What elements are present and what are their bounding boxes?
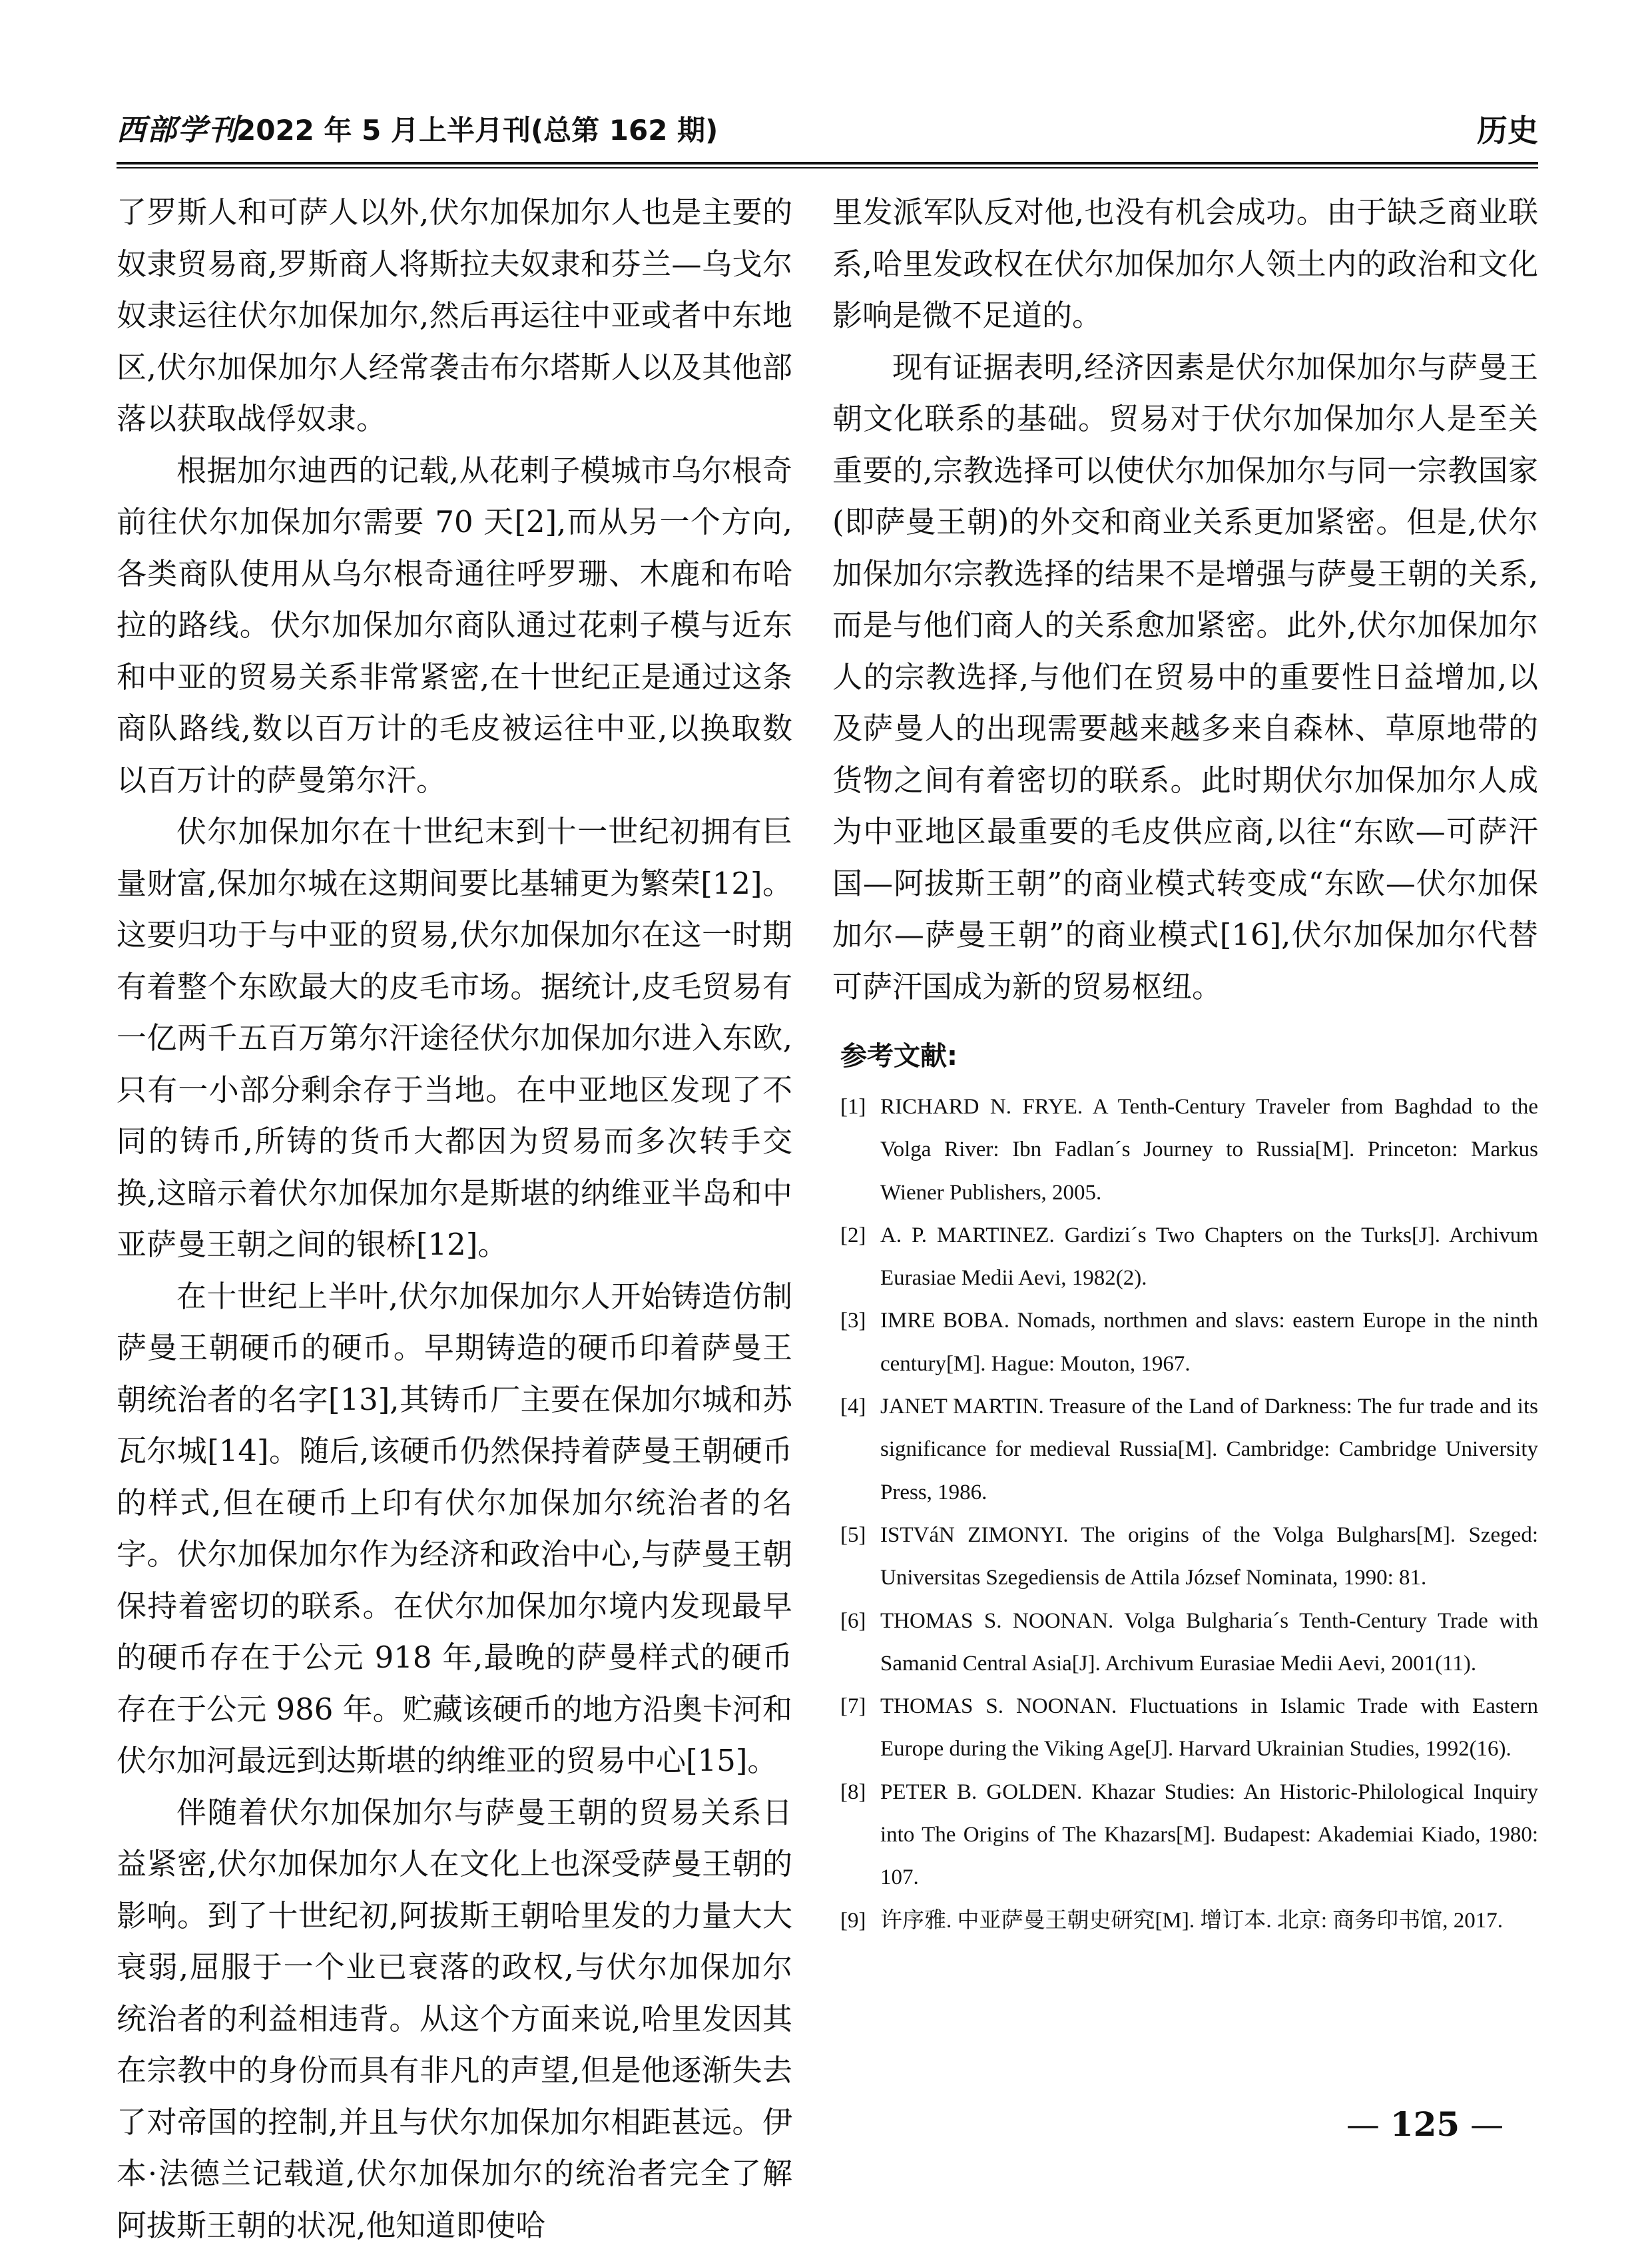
body-paragraph: 在十世纪上半叶,伏尔加保加尔人开始铸造仿制萨曼王朝硬币的硬币。早期铸造的硬币印着萨曼王朝统治者的名字[13],其铸币厂主要在保加尔城和苏瓦尔城[14]。随后,该硬币仍然保持着萨曼王朝硬币的样式,但在硬币上印有伏尔加保加尔统治者的名字。伏尔加保加尔作为经济和政治中心,与萨曼王朝保持着密切的联系。在伏尔加保加尔境内发现最早的硬币存在于公元 918 年,最晚的萨曼样式的硬币存在于公元 986 年。贮藏该硬币的地方沿奥卡河和伏尔加河最远到达斯堪的纳维亚的贸易中心[15]。 — [117, 1271, 792, 1787]
reference-number: [6] — [840, 1600, 866, 1642]
reference-text: 许序雅. 中亚萨曼王朝史研究[M]. 增订本. 北京: 商务印书馆, 2017. — [880, 1909, 1503, 1933]
reference-text: IMRE BOBA. Nomads, northmen and slavs: eastern Europe in the ninth century[M]. Hague: Mouton, 1967. — [880, 1309, 1538, 1375]
page-number — [1345, 2104, 1505, 2144]
reference-text: RICHARD N. FRYE. A Tenth-Century Traveler from Baghdad to the Volga River: Ibn Fadlan´s Journey to Russia[M]. Princeton: Markus Wiener Publishers, 2005. — [880, 1095, 1538, 1205]
reference-text: PETER B. GOLDEN. Khazar Studies: An Historic-Philological Inquiry into The Origins of The Khazars[M]. Budapest: Akademiai Kiado, 1980: 107. — [880, 1780, 1538, 1890]
issue-info: 2022 年 5 月上半月刊(总第 162 期) — [236, 112, 718, 149]
reference-item — [840, 1514, 1538, 1600]
reference-item — [840, 1385, 1538, 1514]
body-paragraph: 了罗斯人和可萨人以外,伏尔加保加尔人也是主要的奴隶贸易商,罗斯商人将斯拉夫奴隶和芬兰—乌戈尔奴隶运往伏尔加保加尔,然后再运往中亚或者中东地区,伏尔加保加尔人经常袭击布尔塔斯人以及其他部落以获取战俘奴隶。 — [117, 186, 792, 445]
reference-number: [5] — [840, 1514, 866, 1556]
reference-number: [4] — [840, 1385, 866, 1428]
body-paragraph: 伏尔加保加尔在十世纪末到十一世纪初拥有巨量财富,保加尔城在这期间要比基辅更为繁荣[12]。这要归功于与中亚的贸易,伏尔加保加尔在这一时期有着整个东欧最大的皮毛市场。据统计,皮毛贸易有一亿两千五百万第尔汗途径伏尔加保加尔进入东欧,只有一小部分剩余存于当地。在中亚地区发现了不同的铸币,所铸的货币大都因为贸易而多次转手交换,这暗示着伏尔加保加尔是斯堪的纳维亚半岛和中亚萨曼王朝之间的银桥[12]。 — [117, 806, 792, 1271]
reference-item — [840, 1685, 1538, 1771]
page-number-value: 125 — [1390, 2104, 1460, 2144]
reference-number: [8] — [840, 1771, 866, 1813]
journal-logo: 西部学刊 — [117, 112, 239, 149]
body-paragraph: 根据加尔迪西的记载,从花剌子模城市乌尔根奇前往伏尔加保加尔需要 70 天[2],而从另一个方向,各类商队使用从乌尔根奇通往呼罗珊、木鹿和布哈拉的路线。伏尔加保加尔商队通过花剌子模与近东和中亚的贸易关系非常紧密,在十世纪正是通过这条商队路线,数以百万计的毛皮被运往中亚,以换取数以百万计的萨曼第尔汗。 — [117, 445, 792, 806]
reference-item — [840, 1299, 1538, 1385]
left-column — [117, 186, 792, 2251]
reference-text: THOMAS S. NOONAN. Volga Bulgharia´s Tenth-Century Trade with Samanid Central Asia[J]. Archivum Eurasiae Medii Aevi, 2001(11). — [880, 1609, 1538, 1676]
right-column — [832, 186, 1538, 1012]
body-paragraph: 伴随着伏尔加保加尔与萨曼王朝的贸易关系日益紧密,伏尔加保加尔人在文化上也深受萨曼王朝的影响。到了十世纪初,阿拔斯王朝哈里发的力量大大衰弱,屈服于一个业已衰落的政权,与伏尔加保加尔统治者的利益相违背。从这个方面来说,哈里发因其在宗教中的身份而具有非凡的声望,但是他逐渐失去了对帝国的控制,并且与伏尔加保加尔相距甚远。伊本·法德兰记载道,伏尔加保加尔的统治者完全了解阿拔斯王朝的状况,他知道即使哈 — [117, 1787, 792, 2251]
reference-number: [7] — [840, 1685, 866, 1728]
reference-number: [2] — [840, 1214, 866, 1257]
reference-number: [1] — [840, 1086, 866, 1128]
reference-text: THOMAS S. NOONAN. Fluctuations in Islamic Trade with Eastern Europe during the Viking Age[J]. Harvard Ukrainian Studies, 1992(16). — [880, 1694, 1538, 1761]
body-paragraph: 现有证据表明,经济因素是伏尔加保加尔与萨曼王朝文化联系的基础。贸易对于伏尔加保加尔人是至关重要的,宗教选择可以使伏尔加保加尔与同一宗教国家(即萨曼王朝)的外交和商业关系更加紧密。但是,伏尔加保加尔宗教选择的结果不是增强与萨曼王朝的关系,而是与他们商人的关系愈加紧密。此外,伏尔加保加尔人的宗教选择,与他们在贸易中的重要性日益增加,以及萨曼人的出现需要越来越多来自森林、草原地带的货物之间有着密切的联系。此时期伏尔加保加尔人成为中亚地区最重要的毛皮供应商,以往“东欧—可萨汗国—阿拔斯王朝”的商业模式转变成“东欧—伏尔加保加尔—萨曼王朝”的商业模式[16],伏尔加保加尔代替可萨汗国成为新的贸易枢纽。 — [832, 342, 1538, 1013]
section-label: 历史 — [1477, 112, 1538, 149]
reference-item — [840, 1214, 1538, 1300]
reference-number: [9] — [840, 1899, 866, 1942]
reference-text: JANET MARTIN. Treasure of the Land of Darkness: The fur trade and its significance for medieval Russia[M]. Cambridge: Cambridge University Press, 1986. — [880, 1395, 1538, 1504]
reference-text: A. P. MARTINEZ. Gardizi´s Two Chapters on the Turks[J]. Archivum Eurasiae Medii Aevi, 1982(2). — [880, 1223, 1538, 1290]
page-number-dash-right: — — [1460, 2105, 1504, 2144]
reference-text: ISTVáN ZIMONYI. The origins of the Volga Bulghars[M]. Szeged: Universitas Szegediensis de Attila József Nominata, 1990: 81. — [880, 1523, 1538, 1590]
reference-number: [3] — [840, 1299, 866, 1342]
running-header — [117, 112, 1538, 152]
references-heading: 参考文献: — [840, 1038, 958, 1075]
body-paragraph: 里发派军队反对他,也没有机会成功。由于缺乏商业联系,哈里发政权在伏尔加保加尔人领土内的政治和文化影响是微不足道的。 — [832, 186, 1538, 342]
reference-item — [840, 1600, 1538, 1686]
reference-list — [840, 1086, 1538, 1942]
reference-item — [840, 1899, 1538, 1942]
header-rule-thin — [117, 167, 1538, 168]
page-number-dash-left: — — [1346, 2105, 1390, 2144]
reference-item — [840, 1086, 1538, 1214]
header-rule-thick — [117, 162, 1538, 164]
reference-item — [840, 1771, 1538, 1899]
